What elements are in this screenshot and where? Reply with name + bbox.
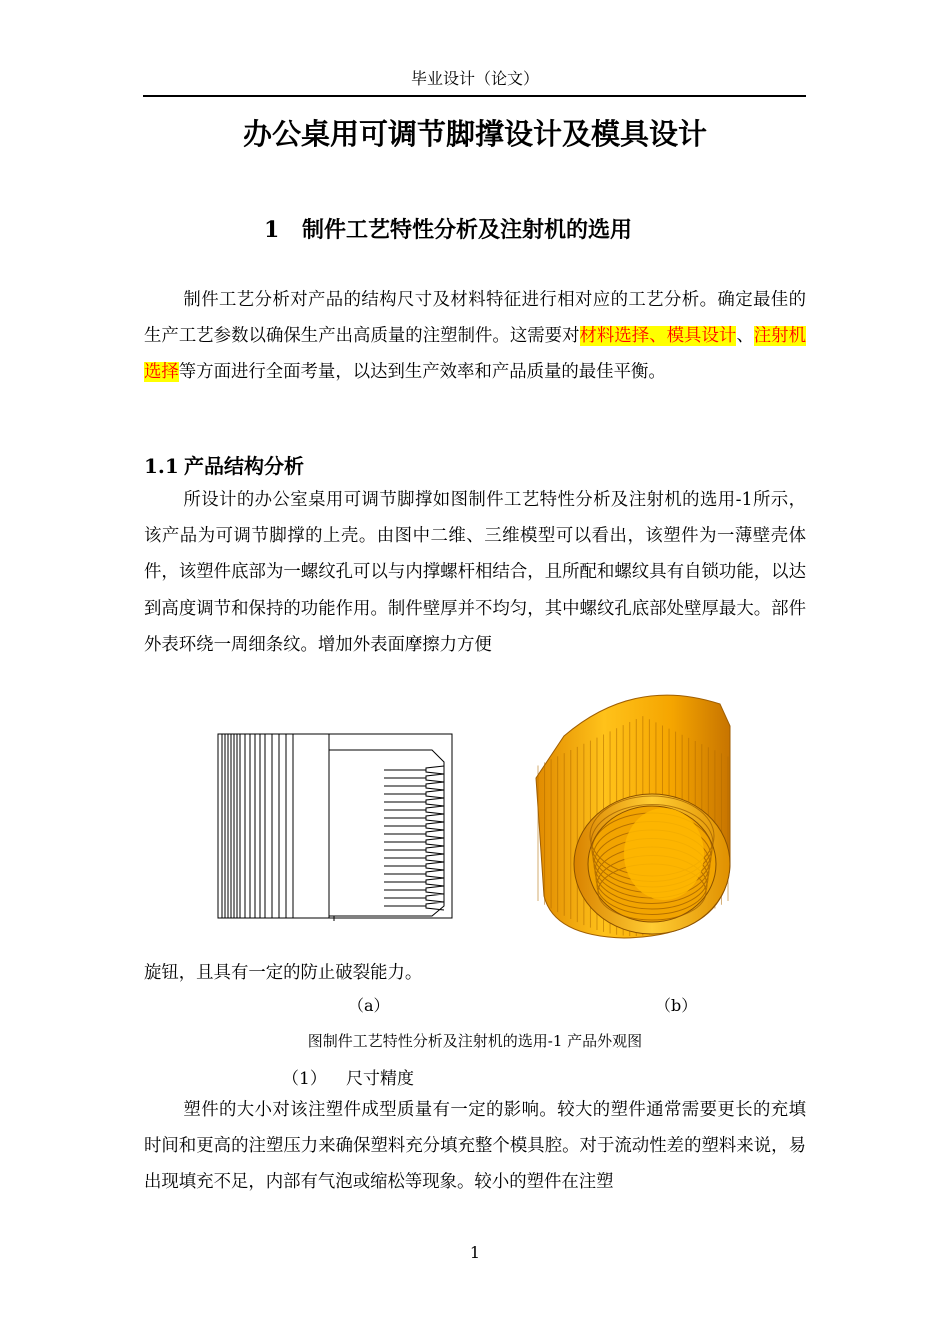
- highlight-injection-machine: 注射机选择: [144, 326, 806, 383]
- chapter-title: 制件工艺特性分析及注射机的选用: [302, 218, 633, 243]
- section-heading: [144, 450, 304, 479]
- section-number: 1.1: [144, 454, 179, 478]
- intro-paragraph: [144, 282, 806, 391]
- intro-text-2: 等方面进行全面考量，以达到生产效率和产品质量的最佳平衡。: [178, 362, 666, 383]
- figure-2d-drawing: [214, 730, 456, 922]
- intro-text-1: 制件工艺分析对产品的结构尺寸及材料特征进行相对应的工艺分析。确定最佳的生产工艺参数以确保生产出高质量的注塑制件。这需要对: [144, 290, 806, 347]
- page-header: 毕业设计（论文）: [410, 69, 539, 88]
- chapter-heading: [264, 213, 632, 244]
- structure-text: 所设计的办公室桌用可调节脚撑如图制件工艺特性分析及注射机的选用-1所示，该产品为可调节脚撑的上壳。由图中二维、三维模型可以看出，该塑件为一薄壁壳体件，该塑件底部为一螺纹孔可以与内撑螺杆相结合，且所配和螺纹具有自锁功能，以达到高度调节和保持的功能作用。制件壁厚并不均匀，其中螺纹孔底部处壁厚最大。部件外表环绕一周细条纹。增加外表面摩擦力方便: [144, 490, 806, 655]
- document-title: 办公桌用可调节脚撑设计及模具设计: [242, 117, 707, 151]
- figure-label-a: （a）: [348, 996, 390, 1015]
- structure-paragraph-tail: 旋钮，且具有一定的防止破裂能力。: [144, 963, 423, 983]
- highlight-material-mold: 材料选择、模具设计: [579, 326, 737, 347]
- subsection-title: 尺寸精度: [346, 1069, 414, 1089]
- thread-profile: [426, 766, 444, 910]
- chapter-number: 1: [264, 217, 280, 243]
- structure-paragraph: [144, 482, 806, 663]
- header-rule: [143, 95, 806, 97]
- figure-label-b: （b）: [655, 996, 698, 1015]
- figure-caption: 图制件工艺特性分析及注射机的选用-1 产品外观图: [307, 1032, 643, 1050]
- section-title: 产品结构分析: [184, 454, 304, 478]
- subsection-heading: [282, 1064, 414, 1089]
- intro-separator: 、: [736, 326, 754, 347]
- page-number: 1: [469, 1243, 481, 1262]
- subsection-number: （1）: [282, 1069, 327, 1089]
- figure-3d-render: [524, 686, 744, 944]
- size-accuracy-text: 塑件的大小对该注塑件成型质量有一定的影响。较大的塑件通常需要更长的充填时间和更高的注塑压力来确保塑料充分填充整个模具腔。对于流动性差的塑料来说，易出现填充不足，内部有气泡或缩松等现象。较小的塑件在注塑: [144, 1100, 806, 1193]
- size-accuracy-paragraph: [144, 1092, 806, 1201]
